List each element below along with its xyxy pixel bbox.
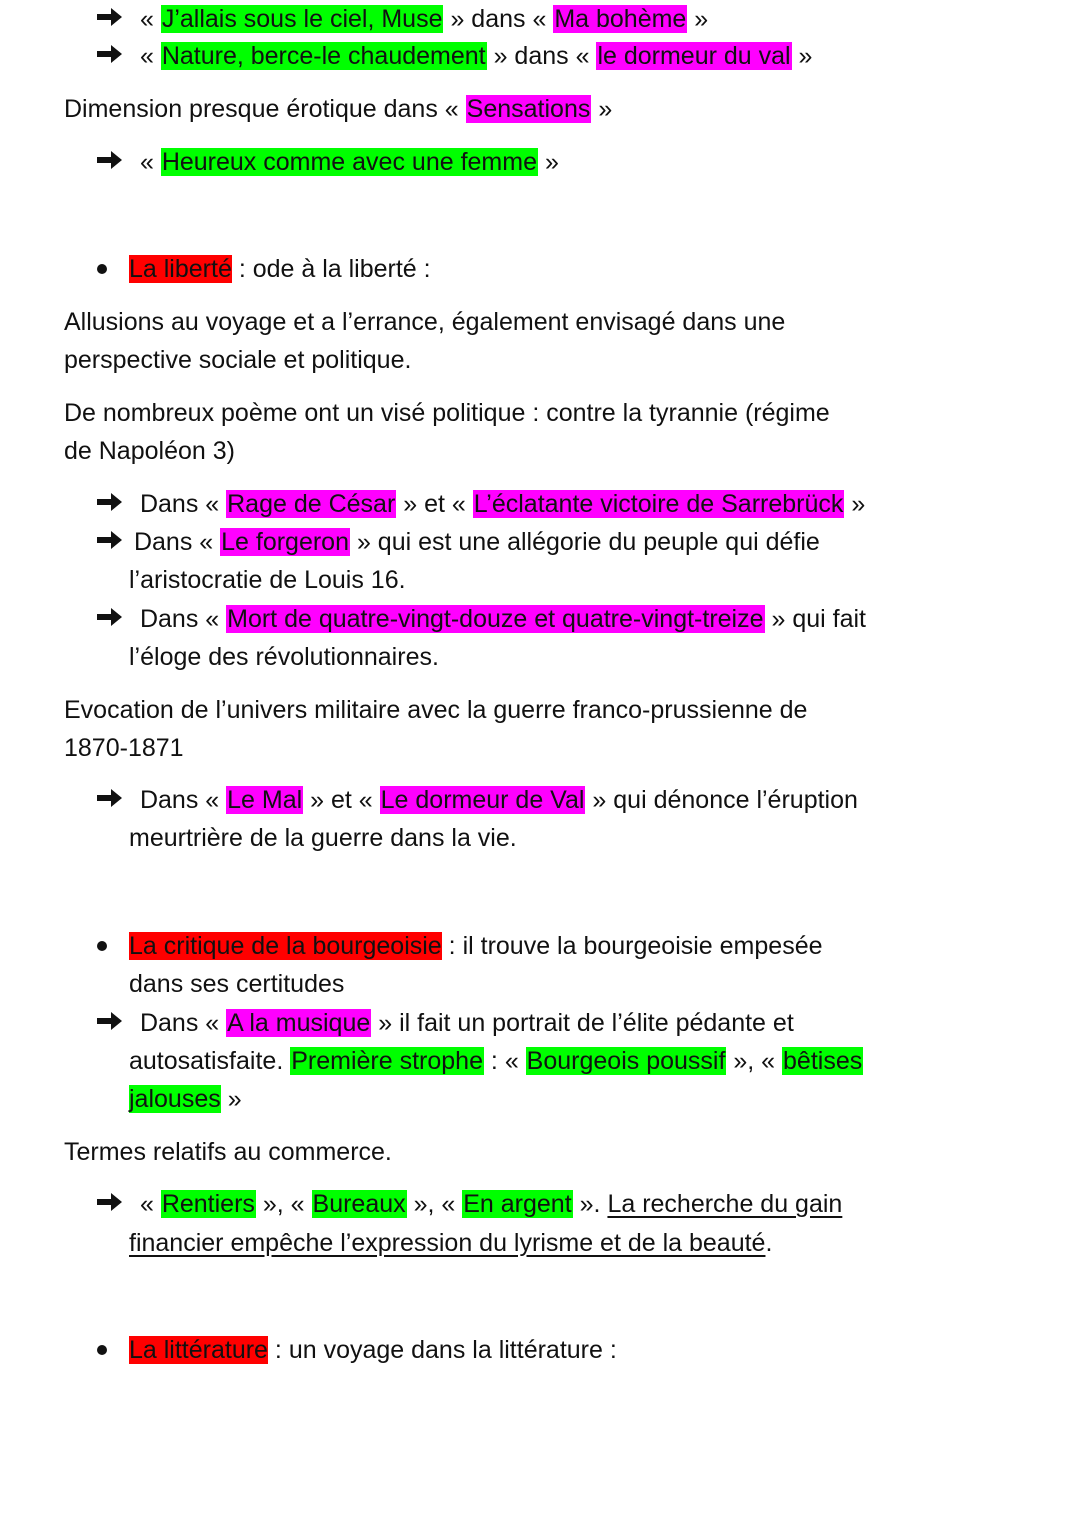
quote-highlight-green: Nature, berce-le chaudement bbox=[161, 42, 486, 70]
paragraph-line bbox=[64, 432, 235, 470]
heading-continuation bbox=[129, 965, 344, 1003]
open-quote: « bbox=[139, 42, 154, 70]
connector-text: » dans « bbox=[493, 42, 590, 70]
connector-text: », « bbox=[413, 1190, 456, 1218]
heading-text: : il trouve la bourgeoisie empesée bbox=[448, 932, 823, 960]
paragraph-text: 1870-1871 bbox=[64, 734, 184, 762]
right-arrow-icon bbox=[97, 6, 123, 28]
close-quote: » bbox=[227, 1085, 242, 1113]
right-arrow-icon bbox=[97, 1010, 123, 1032]
paragraph-text: De nombreux poème ont un visé politique : contre la tyrannie (régime bbox=[64, 399, 830, 427]
close-quote: » bbox=[598, 95, 613, 123]
right-arrow-icon bbox=[97, 606, 123, 628]
poem-title-highlight: A la musique bbox=[227, 1009, 371, 1037]
paragraph-line bbox=[64, 394, 830, 432]
poem-title-highlight: Ma bohème bbox=[554, 5, 687, 33]
list-item-mort-92-93 bbox=[97, 600, 866, 638]
list-text: Dans « bbox=[139, 605, 220, 633]
list-item-rage-cesar bbox=[97, 485, 865, 523]
quote-highlight-green: J’allais sous le ciel, Muse bbox=[161, 5, 443, 33]
poem-title-highlight: Mort de quatre-vingt-douze et quatre-vingt-treize bbox=[227, 605, 764, 633]
connector-text: » et « bbox=[403, 490, 466, 518]
quote-highlight-green: bêtises bbox=[783, 1047, 863, 1075]
list-text: autosatisfaite. bbox=[129, 1047, 284, 1075]
paragraph-text: Termes relatifs au commerce. bbox=[64, 1138, 392, 1166]
section-heading-litterature bbox=[129, 1331, 617, 1369]
connector-text: », « bbox=[733, 1047, 776, 1075]
list-item-forgeron bbox=[97, 523, 820, 561]
poem-title-highlight: L’éclatante victoire de Sarrebrück bbox=[473, 490, 844, 518]
period: . bbox=[765, 1229, 773, 1257]
open-quote: « bbox=[139, 5, 154, 33]
list-item-le-mal bbox=[97, 781, 858, 819]
section-heading-liberte bbox=[129, 250, 431, 288]
right-arrow-icon bbox=[97, 529, 123, 551]
list-text: l’aristocratie de Louis 16. bbox=[129, 566, 406, 594]
list-text: Dans « bbox=[139, 490, 220, 518]
theme-highlight-red: La critique de la bourgeoisie bbox=[129, 932, 442, 960]
close-quote: » bbox=[798, 42, 813, 70]
connector-text: » et « bbox=[310, 786, 373, 814]
section-heading-bourgeoisie bbox=[129, 927, 823, 965]
theme-highlight-red: La liberté bbox=[129, 255, 232, 283]
list-text: » qui fait bbox=[771, 605, 866, 633]
close-quote: » bbox=[851, 490, 866, 518]
connector-text: » dans « bbox=[450, 5, 547, 33]
right-arrow-icon bbox=[97, 491, 123, 513]
quote-highlight-green: Première strophe bbox=[291, 1047, 483, 1075]
list-text: Dans « bbox=[133, 528, 214, 556]
close-quote: » bbox=[544, 148, 559, 176]
list-text: » qui est une allégorie du peuple qui défie bbox=[356, 528, 820, 556]
paragraph-erotique bbox=[64, 90, 612, 128]
underlined-text: financier empêche l’expression du lyrisme et de la beauté bbox=[129, 1229, 766, 1257]
list-item-continuation bbox=[129, 1080, 242, 1118]
paragraph-line bbox=[64, 691, 807, 729]
poem-title-highlight: Sensations bbox=[466, 95, 591, 123]
paragraph-text: de Napoléon 3) bbox=[64, 437, 235, 465]
paragraph-line bbox=[64, 303, 785, 341]
quote-highlight-green: jalouses bbox=[129, 1085, 221, 1113]
bullet-dot-icon bbox=[97, 264, 107, 274]
quote-highlight-green: Rentiers bbox=[161, 1190, 255, 1218]
list-text: » qui dénonce l’éruption bbox=[592, 786, 858, 814]
paragraph-text: Allusions au voyage et a l’errance, également envisagé dans une bbox=[64, 308, 786, 336]
heading-text: : un voyage dans la littérature : bbox=[274, 1336, 617, 1364]
list-item-continuation bbox=[129, 1224, 772, 1262]
paragraph-text: Dimension presque érotique dans « bbox=[64, 95, 459, 123]
list-item-commerce bbox=[97, 1185, 842, 1223]
paragraph-text: Evocation de l’univers militaire avec la guerre franco-prussienne de bbox=[64, 696, 808, 724]
open-quote: « bbox=[139, 1190, 154, 1218]
right-arrow-icon bbox=[97, 43, 123, 65]
heading-text: dans ses certitudes bbox=[129, 970, 345, 998]
poem-title-highlight: Rage de César bbox=[227, 490, 396, 518]
paragraph-line bbox=[64, 341, 411, 379]
list-item-a-la-musique bbox=[97, 1004, 794, 1042]
list-item-continuation bbox=[129, 819, 517, 857]
list-text: Dans « bbox=[139, 786, 220, 814]
quote-line-heureux bbox=[97, 143, 559, 181]
poem-title-highlight: le dormeur du val bbox=[597, 42, 791, 70]
quote-line-ma-boheme bbox=[97, 0, 708, 38]
bullet-dot-icon bbox=[97, 1345, 107, 1355]
connector-text: », « bbox=[262, 1190, 305, 1218]
paragraph-line bbox=[64, 729, 184, 767]
list-item-continuation bbox=[129, 1042, 863, 1080]
paragraph-text: perspective sociale et politique. bbox=[64, 346, 412, 374]
theme-highlight-red: La littérature bbox=[129, 1336, 268, 1364]
quote-highlight-green: Bourgeois poussif bbox=[526, 1047, 726, 1075]
open-quote: « bbox=[139, 148, 154, 176]
poem-title-highlight: Le Mal bbox=[227, 786, 303, 814]
poem-title-highlight: Le forgeron bbox=[221, 528, 349, 556]
close-quote: » bbox=[694, 5, 709, 33]
quote-highlight-green: En argent bbox=[463, 1190, 572, 1218]
poem-title-highlight: Le dormeur de Val bbox=[380, 786, 585, 814]
right-arrow-icon bbox=[97, 787, 123, 809]
connector-text: ». bbox=[579, 1190, 601, 1218]
right-arrow-icon bbox=[97, 1191, 123, 1213]
list-text: » il fait un portrait de l’élite pédante et bbox=[378, 1009, 794, 1037]
right-arrow-icon bbox=[97, 149, 123, 171]
quote-line-dormeur-du-val bbox=[97, 37, 812, 75]
list-text: meurtrière de la guerre dans la vie. bbox=[129, 824, 517, 852]
paragraph-line bbox=[64, 1133, 392, 1171]
list-text: l’éloge des révolutionnaires. bbox=[129, 643, 439, 671]
bullet-dot-icon bbox=[97, 941, 107, 951]
connector-text: : « bbox=[490, 1047, 519, 1075]
underlined-text: La recherche du gain bbox=[607, 1190, 843, 1218]
quote-highlight-green: Bureaux bbox=[312, 1190, 406, 1218]
list-item-continuation bbox=[129, 638, 439, 676]
heading-text: : ode à la liberté : bbox=[238, 255, 431, 283]
quote-highlight-green: Heureux comme avec une femme bbox=[161, 148, 537, 176]
list-item-continuation bbox=[129, 561, 406, 599]
list-text: Dans « bbox=[139, 1009, 220, 1037]
